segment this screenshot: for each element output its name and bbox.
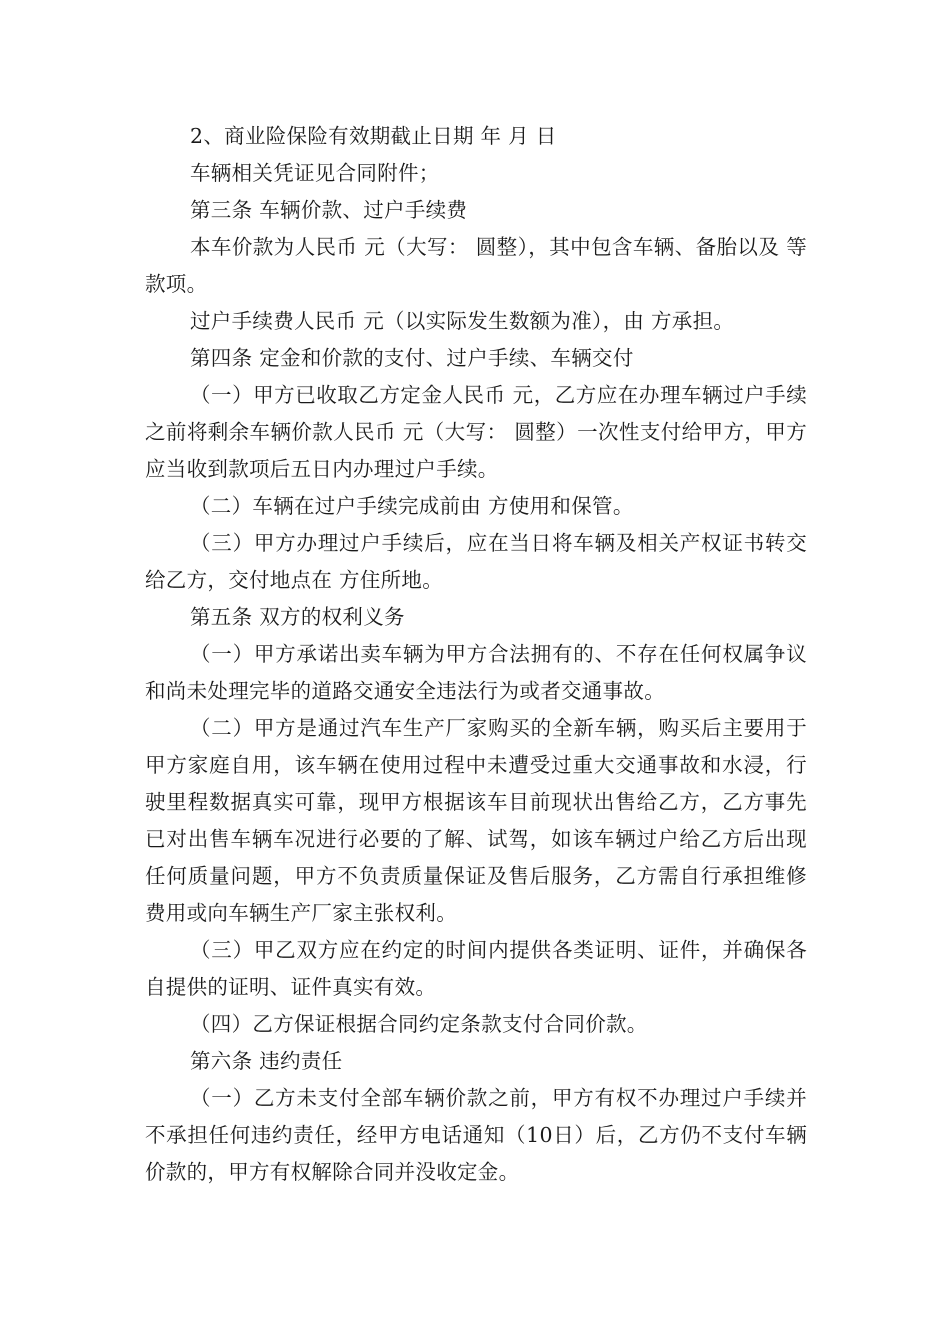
- paragraph-vehicle-delivery: （三）甲方办理过户手续后，应在当日将车辆及相关产权证书转交给乙方，交付地点在 方住所地。: [145, 531, 807, 592]
- paragraph-breach-liability: （一）乙方未支付全部车辆价款之前，甲方有权不办理过户手续并不承担任何违约责任，经甲方电话通知（10日）后，乙方仍不支付车辆价款的，甲方有权解除合同并没收定金。: [145, 1086, 807, 1184]
- paragraph-deposit-payment: （一）甲方已收取乙方定金人民币 元，乙方应在办理车辆过户手续之前将剩余车辆价款人民币 元（大写： 圆整）一次性支付给甲方，甲方应当收到款项后五日内办理过户手续。: [145, 383, 807, 481]
- document-page: [145, 118, 807, 1191]
- paragraph-vehicle-price: 本车价款为人民币 元（大写： 圆整），其中包含车辆、备胎以及 等款项。: [145, 235, 807, 296]
- heading-article-4: 第四条 定金和价款的支付、过户手续、车辆交付: [190, 346, 634, 370]
- paragraph-vehicle-condition: （二）甲方是通过汽车生产厂家购买的全新车辆，购买后主要用于甲方家庭自用，该车辆在使用过程中未遭受过重大交通事故和水浸，行驶里程数据真实可靠，现甲方根据该车目前现状出售给乙方，乙方事先已对出售车辆车况进行必要的了解、试驾，如该车辆过户给乙方后出现任何质量问题，甲方不负责质量保证及售后服务，乙方需自行承担维修费用或向车辆生产厂家主张权利。: [145, 716, 807, 925]
- paragraph-vehicle-documents: 车辆相关凭证见合同附件；: [190, 161, 440, 185]
- paragraph-insurance-expiry: 2、商业险保险有效期截止日期 年 月 日: [190, 124, 557, 148]
- paragraph-seller-ownership: （一）甲方承诺出卖车辆为甲方合法拥有的、不存在任何权属争议和尚未处理完毕的道路交通安全违法行为或者交通事故。: [145, 642, 807, 703]
- heading-article-6: 第六条 违约责任: [190, 1049, 343, 1073]
- paragraph-buyer-payment: （四）乙方保证根据合同约定条款支付合同价款。: [190, 1012, 648, 1036]
- paragraph-vehicle-custody: （二）车辆在过户手续完成前由 方使用和保管。: [190, 494, 634, 518]
- paragraph-documents-validity: （三）甲乙双方应在约定的时间内提供各类证明、证件，并确保各自提供的证明、证件真实有效。: [145, 938, 807, 999]
- heading-article-5: 第五条 双方的权利义务: [190, 605, 405, 629]
- heading-article-3: 第三条 车辆价款、过户手续费: [190, 198, 468, 222]
- paragraph-transfer-fee: 过户手续费人民币 元（以实际发生数额为准），由 方承担。: [190, 309, 735, 333]
